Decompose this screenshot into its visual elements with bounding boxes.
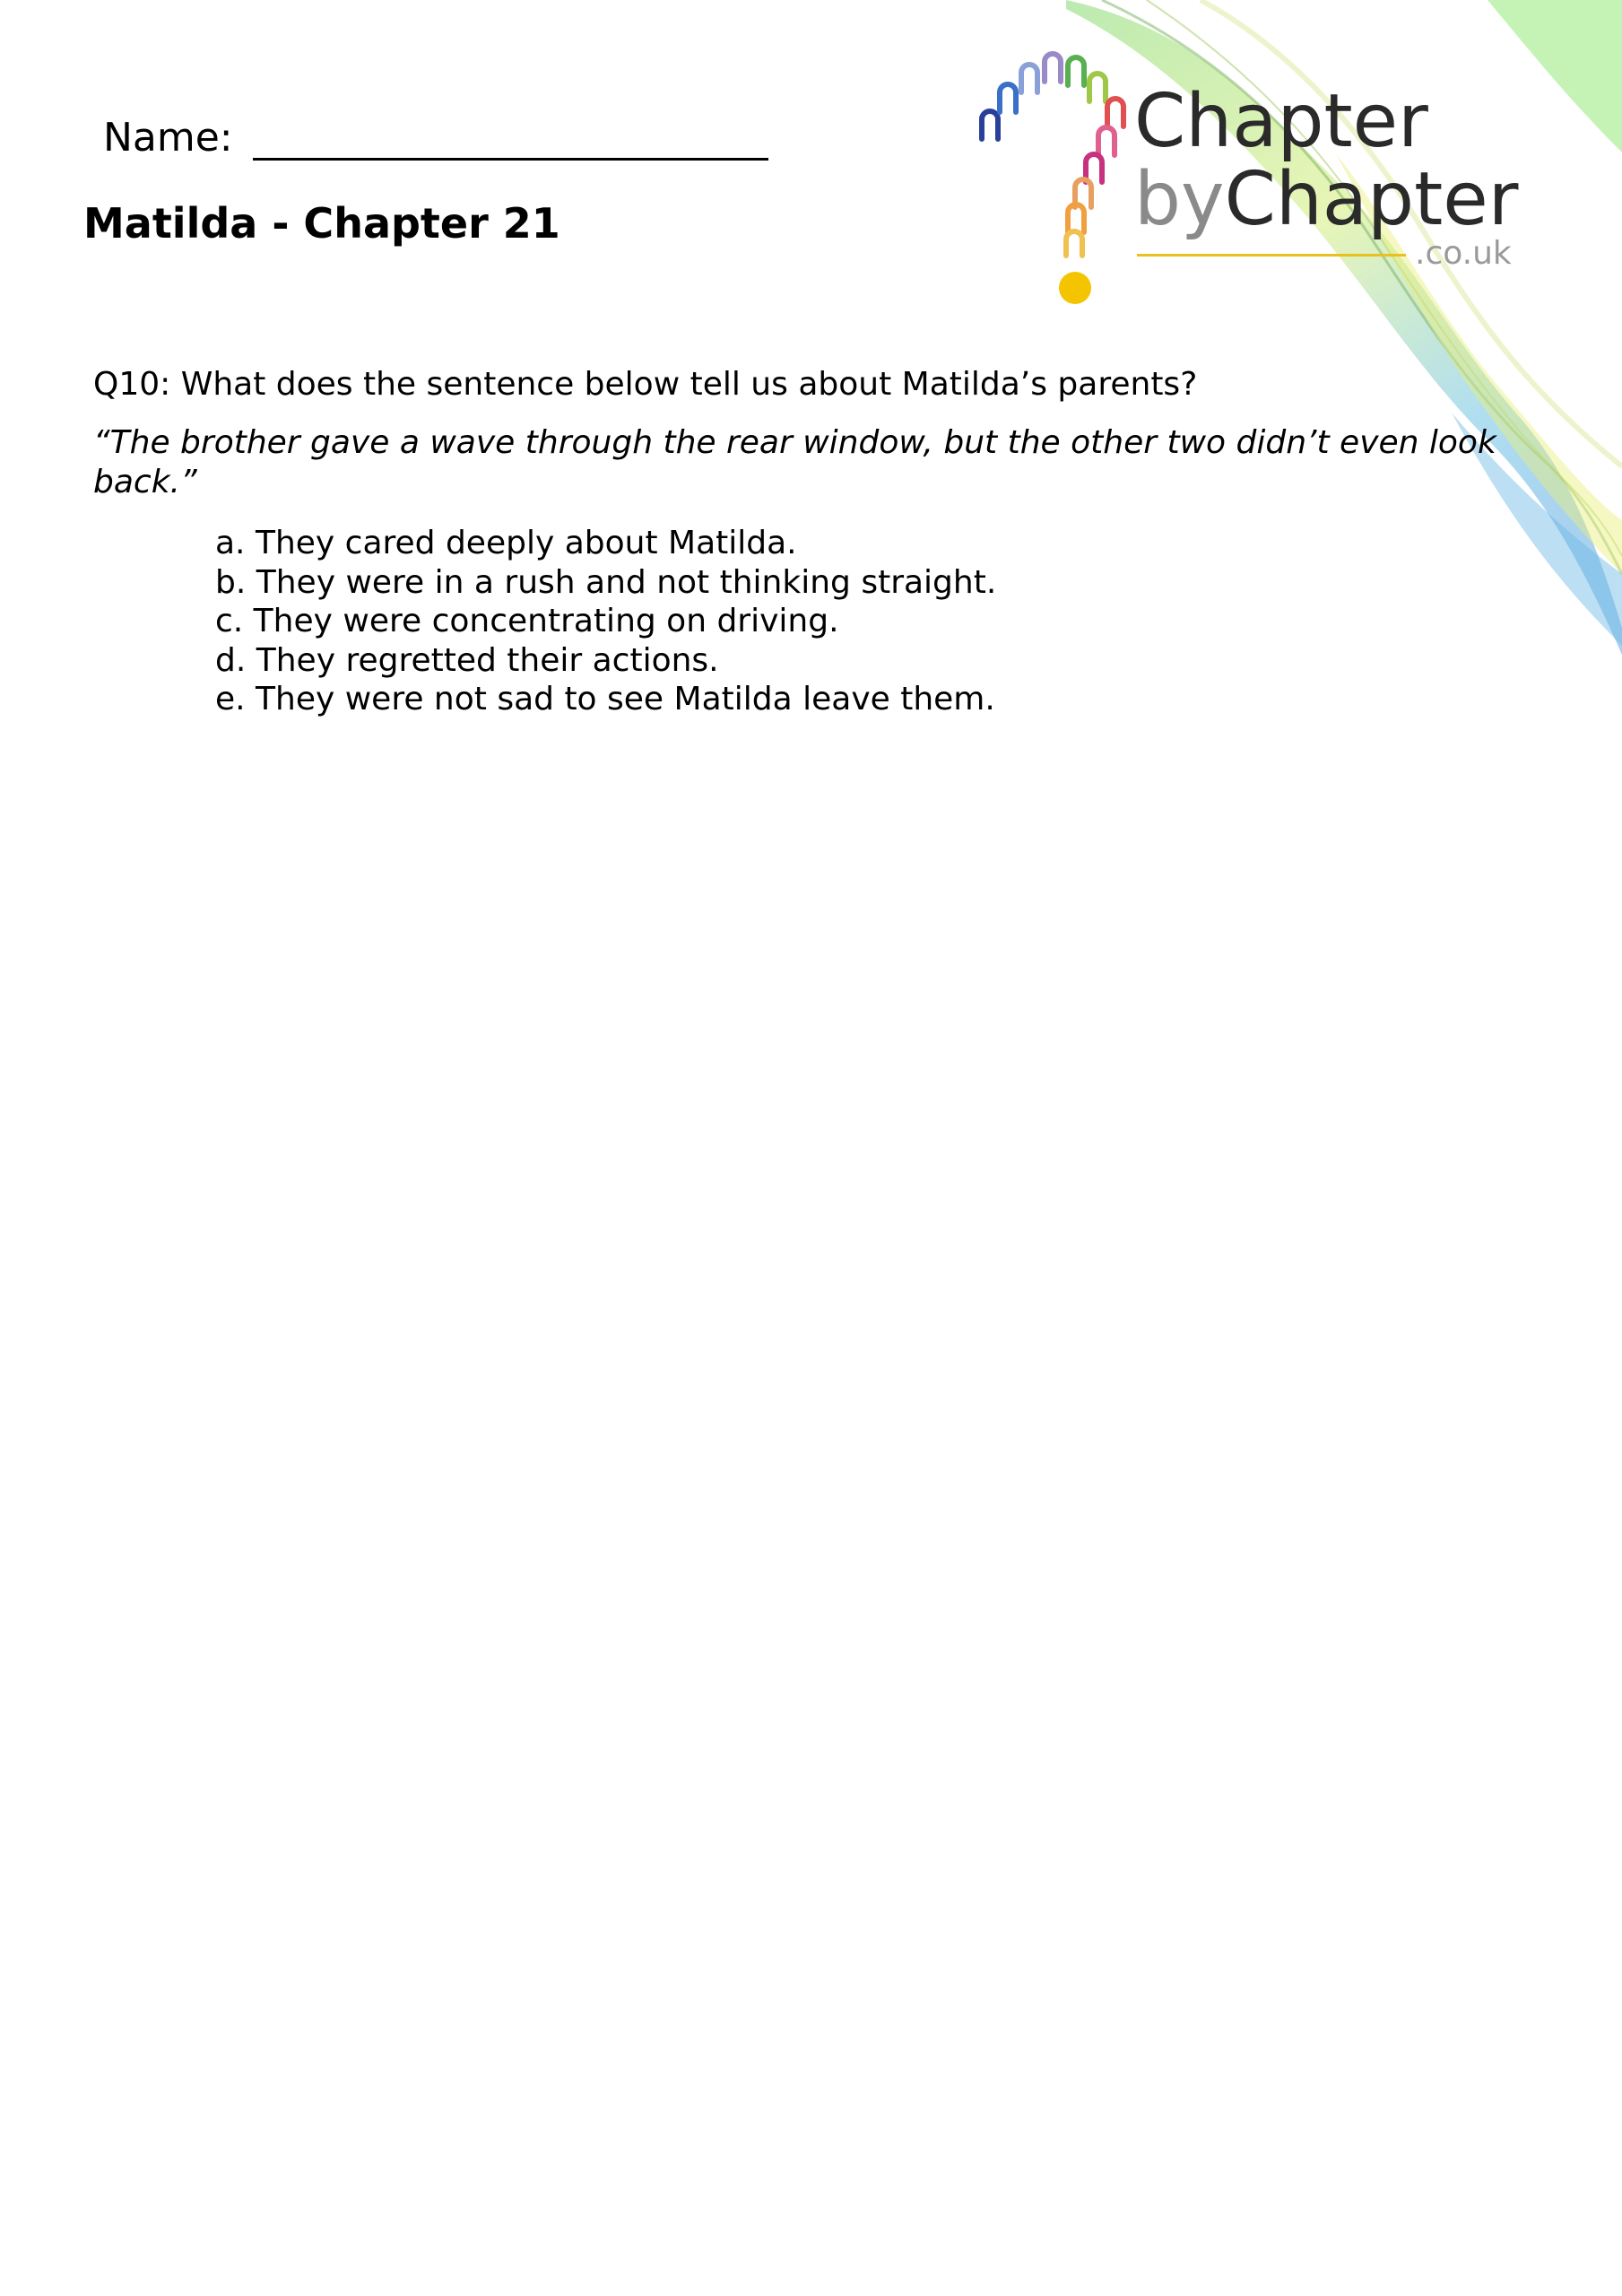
answer-option-a: a. They cared deeply about Matilda. xyxy=(215,525,797,561)
answer-options xyxy=(215,524,996,719)
name-blank-line[interactable] xyxy=(253,117,768,161)
name-row xyxy=(103,115,768,161)
logo-domain: .co.uk xyxy=(1415,235,1512,272)
question-prompt: Q10: What does the sentence below tell us about Matilda’s parents? xyxy=(93,366,1198,403)
page-title: Matilda - Chapter 21 xyxy=(83,199,560,248)
logo-underline xyxy=(1137,254,1406,257)
logo-text-chapter: Chapter xyxy=(1134,79,1428,164)
question-quote: “The brother gave a wave through the rear window, but the other two didn’t even look back.” xyxy=(93,424,1496,500)
answer-option-c: c. They were concentrating on driving. xyxy=(215,603,839,639)
answer-option-d: d. They regretted their actions. xyxy=(215,641,719,679)
answer-option-e: e. They were not sad to see Matilda leave them. xyxy=(215,681,995,718)
name-label: Name: xyxy=(103,115,233,161)
logo-text-by: by xyxy=(1134,157,1225,242)
answer-option-b: b. They were in a rush and not thinking straight. xyxy=(215,563,997,601)
logo-text-chapter-2: Chapter xyxy=(1224,157,1519,242)
logo-text-bychapter xyxy=(1134,157,1519,242)
